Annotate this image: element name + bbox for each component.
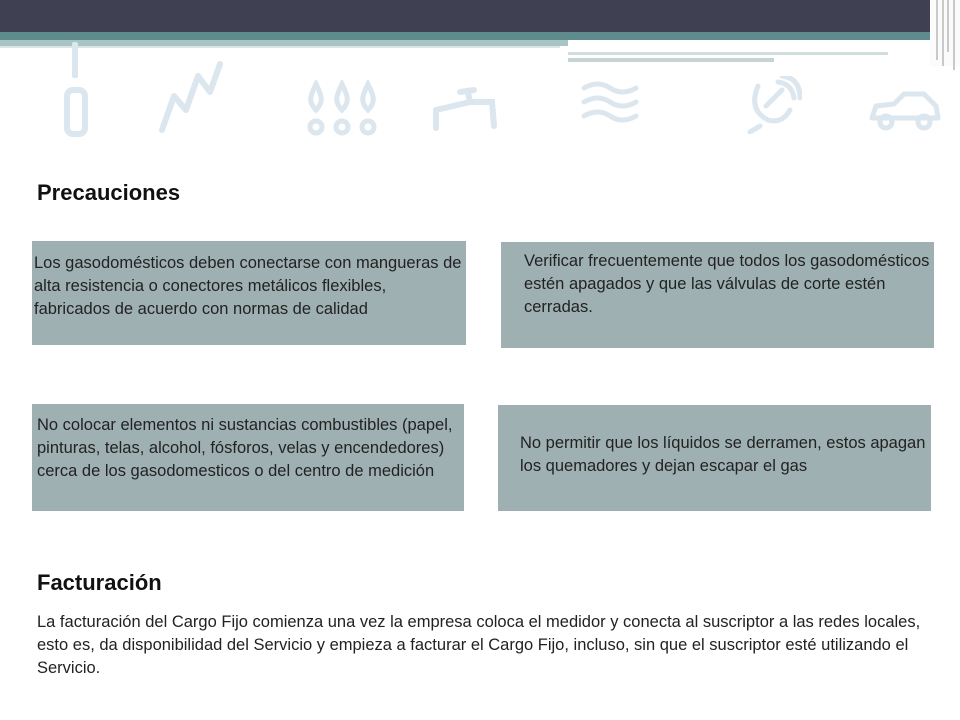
billing-text: La facturación del Cargo Fijo comienza una vez la empresa coloca el medidor y conecta al suscriptor a las redes locales, esto es, da disponibilidad del Servicio y empieza a facturar el Cargo Fijo, incluso, sin que el suscriptor esté utilizando el Servicio. — [37, 613, 921, 677]
precaution-text: Los gasodomésticos deben conectarse con mangueras de alta resistencia o conectores metálicos flexibles, fabricados de acuerdo con normas de calidad — [34, 254, 462, 318]
gas-cylinder-icon — [58, 40, 98, 140]
gas-drops-icon — [304, 80, 384, 138]
precaution-text: No permitir que los líquidos se derramen, estos apagan los quemadores y dejan escapar el gas — [520, 434, 926, 475]
section-title-precautions: Precauciones — [37, 180, 181, 205]
zigzag-line-icon — [158, 60, 228, 135]
faucet-icon — [430, 82, 510, 136]
precaution-card — [501, 242, 934, 348]
car-icon — [866, 88, 942, 134]
satellite-dish-icon — [742, 76, 802, 134]
precaution-text: No colocar elementos ni sustancias combustibles (papel, pinturas, telas, alcohol, fósforos, velas y encendedores) cerca de los gasodomesticos o del centro de medición — [37, 416, 453, 480]
accent-stripe — [0, 32, 930, 40]
icon-row — [40, 40, 960, 150]
top-bar — [0, 0, 930, 32]
waves-icon — [580, 80, 640, 124]
section-title-billing: Facturación — [37, 570, 162, 595]
precaution-card — [32, 404, 464, 511]
precaution-card — [32, 241, 466, 345]
precaution-text: Verificar frecuentemente que todos los gasodomésticos estén apagados y que las válvulas de corte estén cerradas. — [524, 252, 930, 316]
precaution-card — [498, 405, 931, 511]
